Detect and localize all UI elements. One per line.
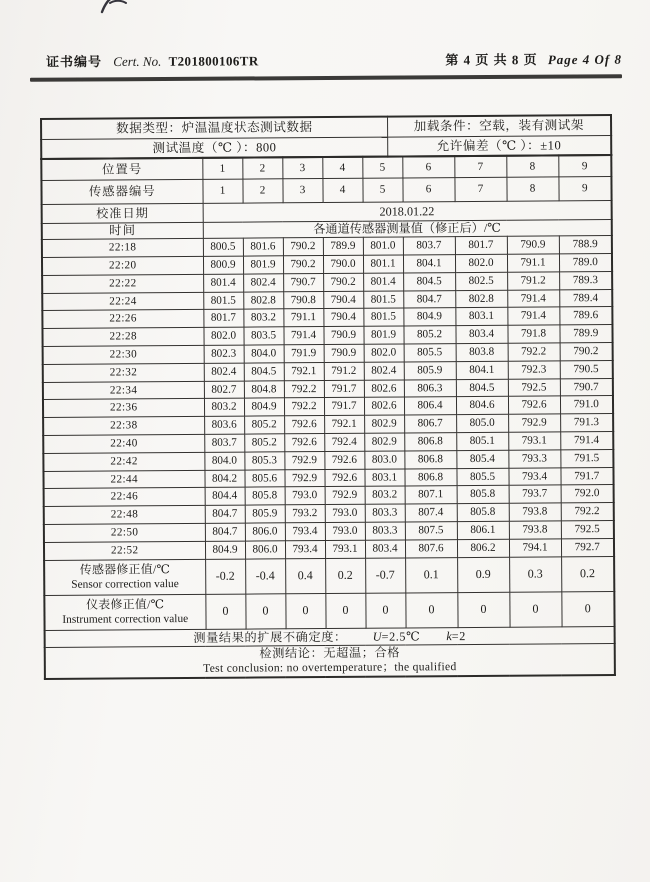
reading-cell: 803.1 [455,308,507,326]
reading-cell: 794.1 [509,539,561,557]
reading-cell: 805.5 [456,468,508,486]
reading-cell: 792.7 [561,538,614,556]
sensor-correction-cell: 0.3 [509,556,561,591]
reading-cell: 804.7 [205,523,245,541]
time-cell: 22:24 [42,292,203,311]
time-label-cell: 时间 [42,222,203,240]
reading-cell: 807.4 [405,504,457,522]
instrument-correction-cell: 0 [245,593,285,628]
reading-cell: 790.4 [323,291,363,309]
sensor-correction-cell: 0.2 [325,558,365,593]
instrument-correction-cell: 0 [325,593,365,628]
test-temperature-cell: 测试温度（℃ ）：800 [41,137,387,159]
reading-cell: 793.8 [509,521,561,539]
time-cell: 22:32 [43,363,204,382]
reading-cell: 792.4 [324,433,364,451]
reading-cell: 790.9 [507,236,559,254]
reading-cell: 803.5 [243,327,283,345]
instrument-correction-cell: 0 [365,593,405,628]
reading-cell: 792.6 [324,451,364,469]
reading-cell: 801.5 [363,308,403,326]
instrument-correction-cell: 0 [205,594,245,629]
reading-cell: 791.4 [283,327,323,345]
reading-cell: 802.3 [204,345,244,363]
sensor-correction-cell: -0.7 [365,558,405,593]
sensor-number-cell: 9 [558,176,611,200]
reading-cell: 792.6 [284,416,324,434]
time-cell: 22:50 [44,523,205,542]
reading-cell: 793.4 [285,540,325,558]
instrument-correction-cell: 0 [457,592,509,627]
reading-cell: 803.8 [456,343,508,361]
reading-cell: 802.5 [455,272,507,290]
reading-cell: 802.0 [203,327,243,345]
sensor-number-cell: 2 [242,179,282,203]
reading-cell: 804.0 [244,345,284,363]
reading-cell: 805.3 [244,452,284,470]
uncertainty-k-var: k [446,628,452,643]
reading-cell: 805.2 [403,326,455,344]
reading-cell: 801.5 [203,292,243,310]
reading-cell: 804.0 [204,452,244,470]
reading-cell: 805.8 [457,486,509,504]
uncertainty-u-value: =2.5℃ [381,629,421,644]
reading-cell: 792.5 [561,520,614,538]
reading-cell: 801.7 [455,236,507,254]
reading-cell: 790.9 [324,344,364,362]
reading-cell: 793.0 [285,487,325,505]
sensor-correction-cell: 0.9 [457,557,509,592]
reading-cell: 803.2 [243,309,283,327]
reading-cell: 793.1 [508,432,560,450]
reading-cell: 803.3 [365,522,405,540]
uncertainty-k-value: =2 [451,628,466,643]
time-cell: 22:42 [43,452,204,471]
conclusion-row [45,644,615,679]
reading-cell: 792.2 [561,503,614,521]
uncertainty-u-var: U [372,629,382,644]
conclusion-cell [45,644,615,679]
reading-cell: 806.0 [245,541,285,559]
reading-cell: 790.4 [323,309,363,327]
reading-cell: 802.6 [364,380,404,398]
sensor-number-cell: 4 [322,178,362,202]
reading-cell: 800.5 [203,238,243,256]
reading-cell: 791.4 [560,431,613,449]
reading-cell: 791.8 [507,325,559,343]
reading-cell: 806.8 [404,433,456,451]
reading-cell: 803.2 [204,398,244,416]
reading-cell: 805.1 [456,432,508,450]
time-cell: 22:28 [42,328,203,347]
uncertainty-prefix: 测量结果的扩展不确定度： [193,629,347,645]
time-cell: 22:34 [43,381,204,400]
reading-cell: 790.7 [283,273,323,291]
reading-cell: 801.4 [203,274,243,292]
reading-cell: 803.3 [365,504,405,522]
reading-cell: 802.8 [455,290,507,308]
position-label-cell: 位置号 [41,158,202,180]
position-cell: 3 [282,157,322,178]
reading-cell: 791.1 [283,309,323,327]
reading-cell: 792.1 [324,415,364,433]
reading-cell: 803.2 [365,486,405,504]
reading-cell: 804.2 [204,470,244,488]
page-info-en: Page 4 Of 8 [547,51,623,68]
page-number [445,49,622,69]
reading-cell: 792.2 [508,343,560,361]
reading-cell: 792.3 [508,361,560,379]
conditions-table [40,114,612,160]
reading-cell: 791.7 [324,380,364,398]
page-info-cn: 第 4 页 共 8 页 [445,52,538,68]
reading-cell: 792.9 [284,451,324,469]
reading-cell: 804.1 [403,255,455,273]
reading-cell: 802.7 [204,381,244,399]
reading-cell: 789.0 [559,254,612,272]
sensor-correction-cell: -0.2 [205,559,245,594]
reading-cell: 792.2 [284,398,324,416]
reading-cell: 805.9 [404,361,456,379]
reading-cell: 793.1 [325,540,365,558]
time-cell: 22:40 [43,434,204,453]
instrument-correction-label-cell [44,594,205,630]
reading-cell: 793.0 [325,522,365,540]
sensor-correction-cell: -0.4 [245,558,285,593]
sensor-number-cell: 8 [506,177,558,201]
reading-cell: 792.5 [508,378,560,396]
reading-cell: 789.4 [559,289,612,307]
cert-no-value: T201800106TR [168,53,259,69]
reading-cell: 802.6 [364,397,404,415]
reading-cell: 804.1 [456,361,508,379]
sensor-number-cell: 6 [402,177,454,201]
reading-cell: 805.6 [244,469,284,487]
reading-cell: 791.9 [284,345,324,363]
reading-cell: 807.1 [405,486,457,504]
reading-cell: 801.9 [243,256,283,274]
time-cell: 22:46 [44,488,205,507]
position-cell: 9 [558,155,611,176]
cert-label-en: Cert. No. [113,53,162,69]
position-cell: 6 [402,156,454,177]
cert-label-cn: 证书编号 [45,54,103,70]
reading-cell: 789.9 [323,237,363,255]
reading-cell: 793.4 [508,467,560,485]
reading-cell: 804.9 [205,541,245,559]
instrument-correction-cell: 0 [405,592,457,627]
reading-cell: 793.0 [325,504,365,522]
instrument-correction-cell: 0 [509,591,561,626]
reading-cell: 793.7 [509,485,561,503]
reading-cell: 790.7 [560,378,613,396]
handwritten-ink-mark-icon [88,0,130,16]
reading-cell: 802.9 [364,433,404,451]
reading-cell: 802.0 [364,344,404,362]
channel-header-cell: 各通道传感器测量值（修正后）/℃ [203,219,612,238]
time-cell: 22:52 [44,541,205,560]
reading-cell: 803.6 [204,416,244,434]
reading-cell: 792.1 [284,362,324,380]
reading-cell: 801.5 [363,291,403,309]
reading-cell: 804.7 [205,505,245,523]
reading-cell: 790.9 [323,326,363,344]
reading-cell: 801.1 [363,255,403,273]
reading-cell: 790.5 [560,360,613,378]
reading-cell: 805.2 [244,434,284,452]
reading-cell: 790.2 [560,342,613,360]
reading-cell: 791.5 [560,449,613,467]
allowed-deviation-cell: 允许偏差（℃ ）：±10 [387,135,611,157]
reading-cell: 804.9 [403,308,455,326]
conclusion-en: Test conclusion: no overtemperature；the qualified [203,660,457,676]
reading-cell: 804.4 [205,487,245,505]
position-cell: 1 [202,158,242,179]
reading-cell: 792.6 [284,433,324,451]
instrument-correction-label-cn: 仪表修正值/℃ [86,597,165,612]
reading-cell: 804.6 [456,397,508,415]
sensor-number-cell: 7 [454,177,506,201]
time-cell: 22:18 [42,239,203,258]
reading-cell: 803.4 [455,325,507,343]
reading-cell: 804.9 [244,398,284,416]
sensor-correction-cell: 0.2 [561,556,614,591]
reading-cell: 801.7 [203,309,243,327]
reading-cell: 807.5 [405,522,457,540]
reading-cell: 802.4 [364,362,404,380]
sensor-no-label-cell: 传感器编号 [41,179,202,204]
reading-cell: 791.2 [324,362,364,380]
reading-cell: 788.9 [559,236,612,254]
conclusion-cn: 检测结论：无超温；合格 [259,645,401,661]
reading-cell: 805.9 [245,505,285,523]
instrument-correction-cell: 0 [285,593,325,628]
reading-cell: 790.2 [283,238,323,256]
reading-cell: 790.2 [323,273,363,291]
reading-cell: 791.7 [560,467,613,485]
reading-cell: 801.9 [363,326,403,344]
time-cell: 22:30 [43,345,204,364]
reading-cell: 803.7 [204,434,244,452]
reading-cell: 805.0 [456,414,508,432]
reading-cell: 806.1 [457,521,509,539]
reading-cell: 792.2 [284,380,324,398]
reading-cell: 792.0 [561,485,614,503]
reading-cell: 793.8 [509,503,561,521]
reading-cell: 806.0 [245,523,285,541]
reading-cell: 807.6 [405,539,457,557]
reading-cell: 804.7 [403,290,455,308]
instrument-correction-label-en: Instrument correction value [62,612,189,626]
position-cell: 4 [322,157,362,178]
reading-cell: 806.8 [404,450,456,468]
reading-cell: 791.2 [507,272,559,290]
reading-cell: 802.4 [243,274,283,292]
reading-cell: 805.5 [404,344,456,362]
instrument-correction-row [44,591,614,630]
sensor-correction-cell: 0.1 [405,557,457,592]
sensor-correction-label-en: Sensor correction value [71,577,179,591]
reading-cell: 791.7 [324,398,364,416]
time-cell: 22:22 [42,274,203,293]
measurement-table [40,154,616,680]
sensor-correction-row [44,556,614,595]
readings-body [42,236,614,560]
reading-cell: 806.4 [404,397,456,415]
reading-cell: 793.2 [285,505,325,523]
reading-cell: 806.2 [457,539,509,557]
calib-date-value-cell: 2018.01.22 [203,200,612,222]
reading-cell: 789.3 [559,271,612,289]
reading-cell: 791.0 [560,396,613,414]
time-cell: 22:36 [43,399,204,418]
reading-cell: 802.4 [204,363,244,381]
reading-cell: 804.5 [403,272,455,290]
reading-cell: 793.3 [508,450,560,468]
reading-cell: 804.8 [244,380,284,398]
time-cell: 22:44 [43,470,204,489]
reading-cell: 790.2 [283,256,323,274]
header-divider-rule [30,74,622,82]
reading-cell: 805.8 [245,487,285,505]
reading-cell: 792.6 [324,469,364,487]
reading-cell: 792.9 [325,487,365,505]
reading-cell: 802.0 [455,254,507,272]
reading-cell: 802.8 [243,291,283,309]
reading-cell: 792.6 [508,396,560,414]
reading-cell: 806.3 [404,379,456,397]
calib-date-label-cell: 校准日期 [42,203,203,223]
reading-cell: 800.9 [203,256,243,274]
reading-cell: 791.3 [560,414,613,432]
reading-cell: 791.4 [507,289,559,307]
reading-cell: 791.1 [507,254,559,272]
sensor-correction-label-cell [44,559,205,595]
reading-cell: 801.4 [363,273,403,291]
reading-cell: 806.7 [404,415,456,433]
position-cell: 5 [362,157,402,178]
reading-cell: 802.9 [364,415,404,433]
load-condition-cell: 加载条件：空载，装有测试架 [387,115,611,137]
measurement-table-area [40,114,616,680]
instrument-correction-cell: 0 [561,591,614,626]
reading-cell: 803.7 [403,237,455,255]
sensor-number-cell: 1 [202,179,242,203]
sensor-correction-label-cn: 传感器修正值/℃ [79,562,171,577]
reading-cell: 792.9 [508,414,560,432]
reading-cell: 790.0 [323,255,363,273]
position-cell: 7 [454,156,506,177]
time-cell: 22:48 [44,506,205,525]
reading-cell: 805.8 [457,503,509,521]
reading-cell: 805.2 [244,416,284,434]
reading-cell: 804.5 [244,363,284,381]
position-cell: 2 [242,158,282,179]
sensor-number-cell: 5 [362,178,402,202]
reading-cell: 791.4 [507,307,559,325]
reading-cell: 790.8 [283,291,323,309]
sensor-correction-cell: 0.4 [285,558,325,593]
position-cell: 8 [506,156,558,177]
reading-cell: 805.4 [456,450,508,468]
time-cell: 22:26 [42,310,203,329]
reading-cell: 801.0 [363,237,403,255]
document-header [46,49,622,71]
reading-cell: 803.1 [364,469,404,487]
time-cell: 22:20 [42,256,203,275]
reading-cell: 789.9 [559,325,612,343]
reading-cell: 792.9 [284,469,324,487]
reading-cell: 803.4 [365,540,405,558]
reading-cell: 789.6 [559,307,612,325]
reading-cell: 803.0 [364,451,404,469]
reading-cell: 801.6 [243,238,283,256]
data-type-cell: 数据类型：炉温温度状态测试数据 [41,117,387,139]
reading-cell: 804.5 [456,379,508,397]
reading-cell: 793.4 [285,522,325,540]
certificate-number [46,50,259,70]
sensor-number-cell: 3 [282,178,322,202]
time-cell: 22:38 [43,417,204,436]
reading-cell: 806.8 [404,468,456,486]
